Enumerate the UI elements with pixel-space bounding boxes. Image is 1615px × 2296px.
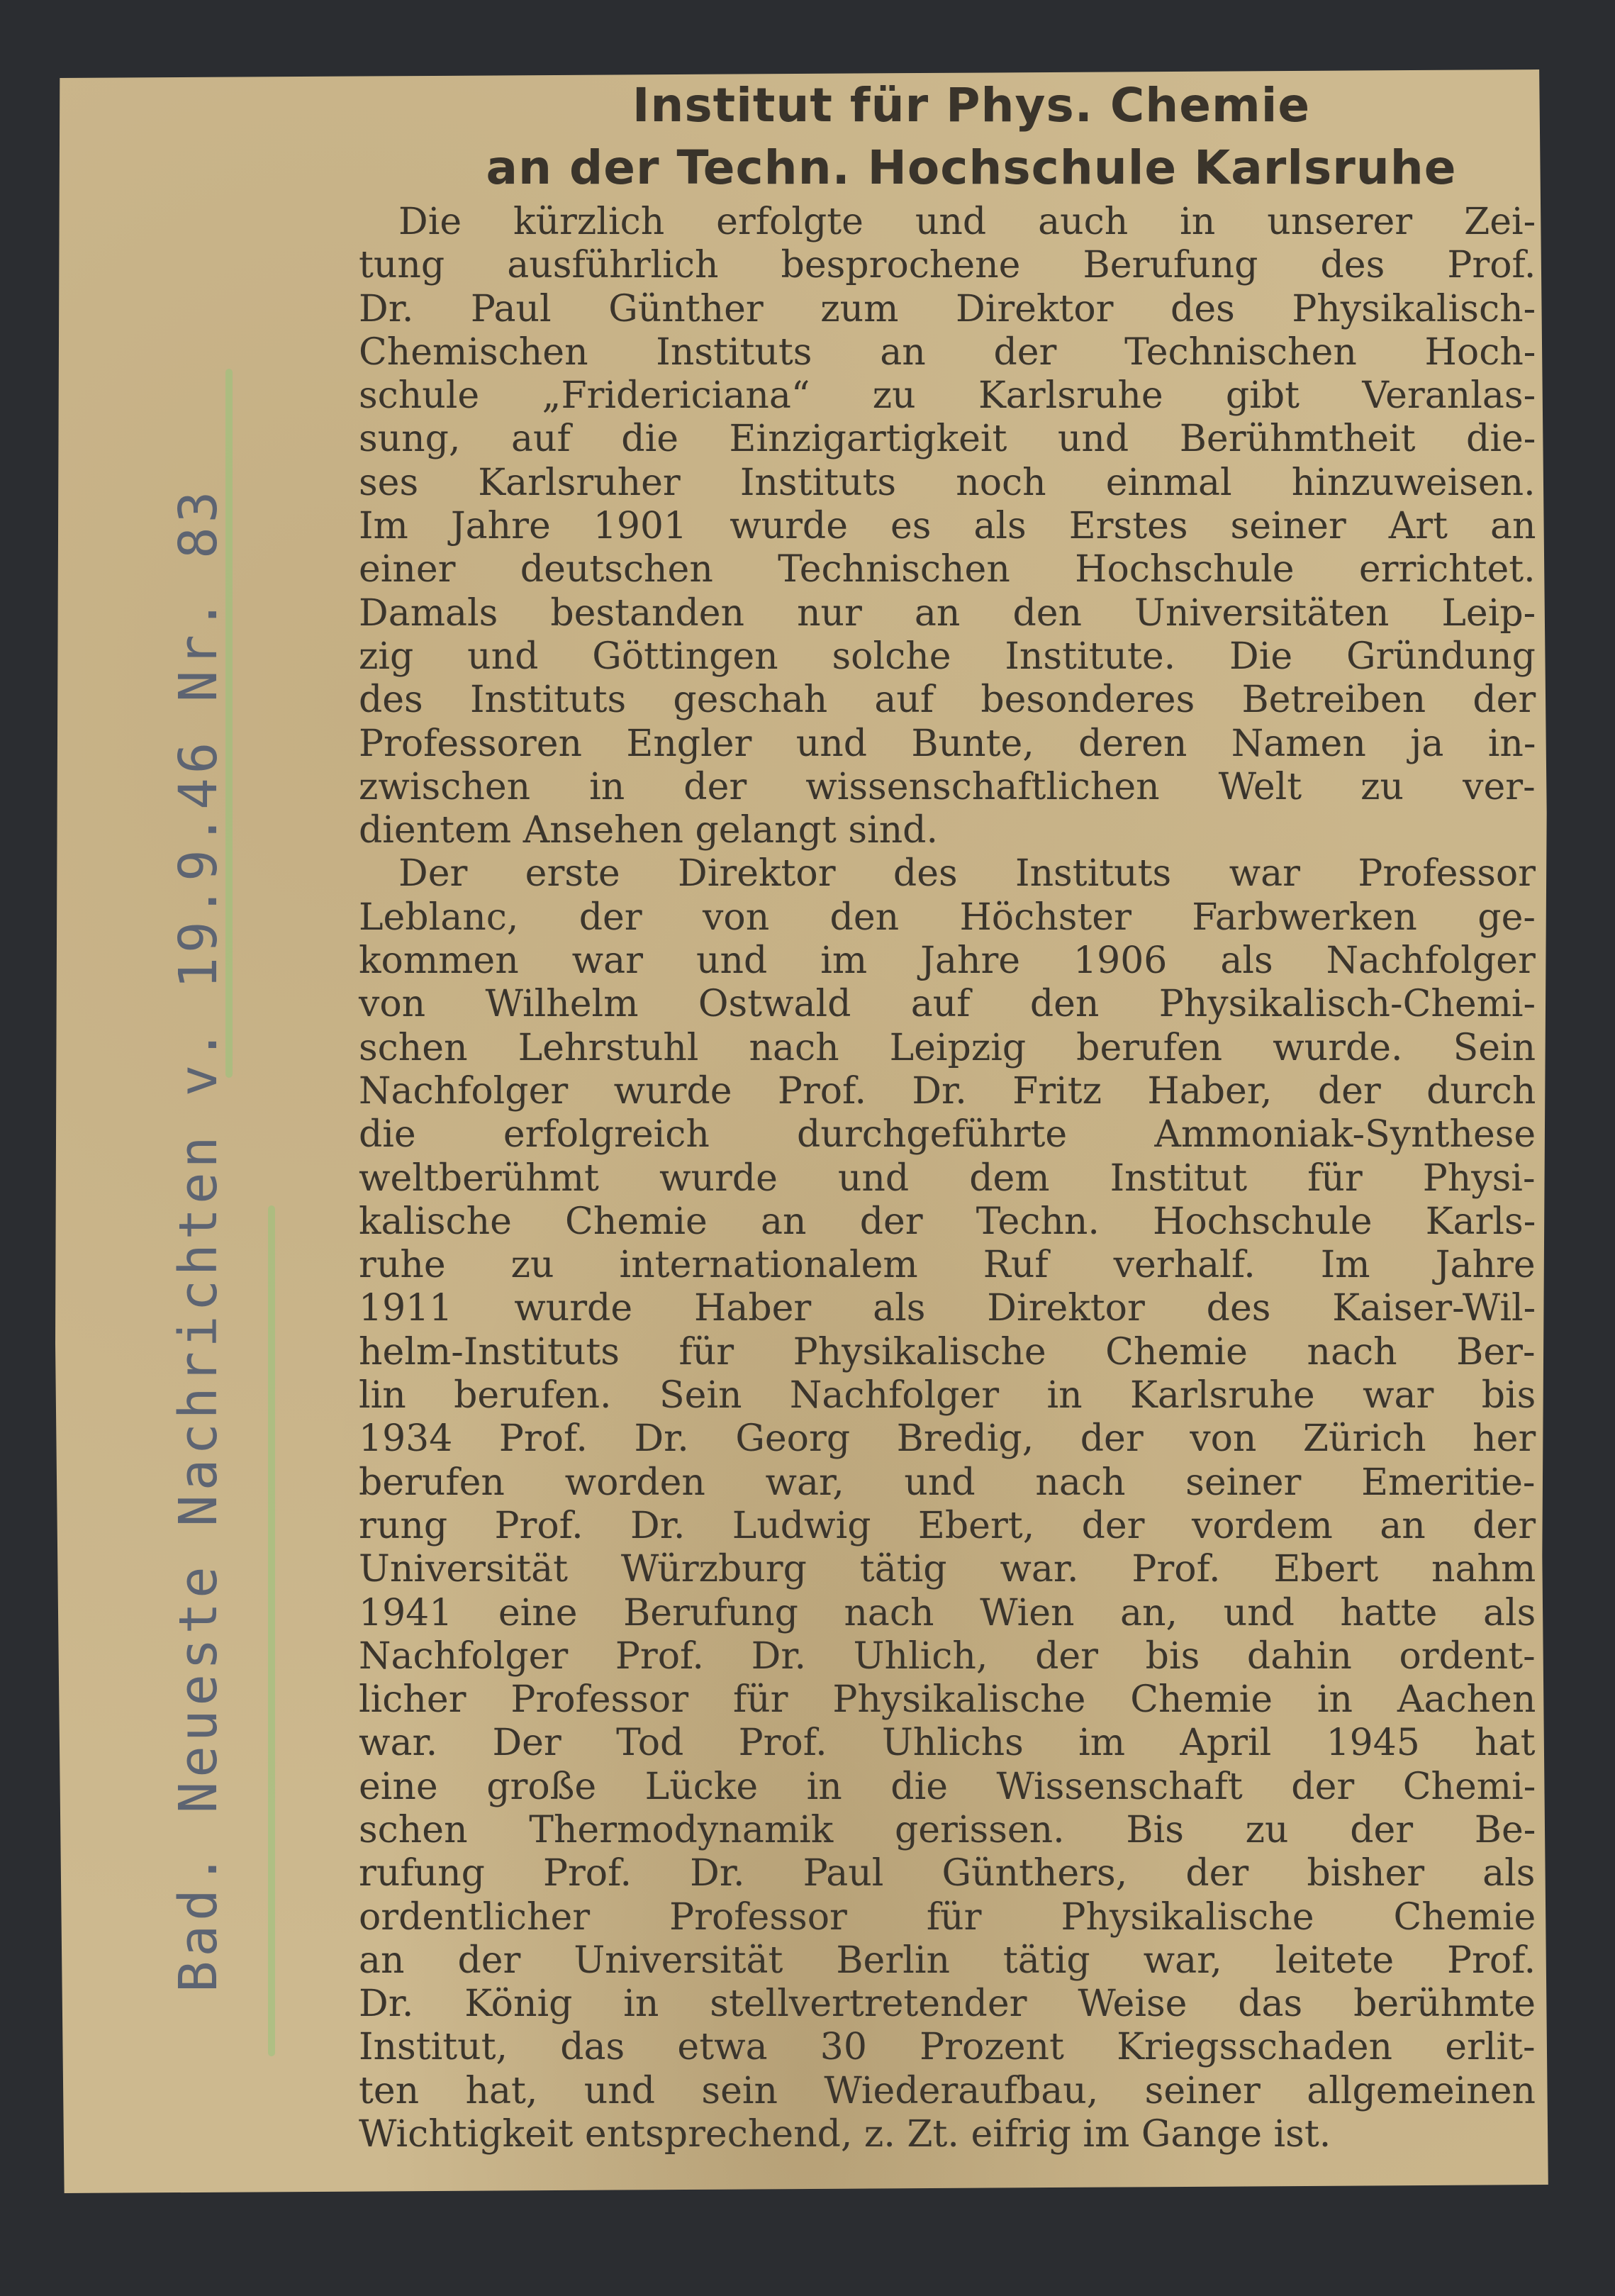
article-line: tung ausführlich besprochene Berufung des Prof. <box>359 244 1536 287</box>
article-line: Dr. König in stellvertretender Weise das berühmte <box>359 1983 1536 2026</box>
article-line: Leblanc, der von den Höchster Farbwerken ge- <box>359 896 1536 939</box>
article-line: zig und Göttingen solche Institute. Die Gründung <box>359 635 1536 678</box>
article-line: licher Professor für Physikalische Chemie in Aachen <box>359 1678 1536 1722</box>
article-line: kalische Chemie an der Techn. Hochschule Karls- <box>359 1200 1536 1243</box>
article-line: war. Der Tod Prof. Uhlichs im April 1945 hat <box>359 1722 1536 1765</box>
article-line: ordentlicher Professor für Physikalische Chemie <box>359 1895 1536 1939</box>
article-line: Professoren Engler und Bunte, deren Namen ja in- <box>359 722 1536 765</box>
article-line: Der erste Direktor des Instituts war Professor <box>398 852 1536 896</box>
article-line: Im Jahre 1901 wurde es als Erstes seiner Art an <box>359 505 1536 548</box>
article-line: ruhe zu internationalem Ruf verhalf. Im Jahre <box>359 1244 1536 1287</box>
article-line: sung, auf die Einzigartigkeit und Berühmtheit die- <box>359 418 1536 461</box>
article-line: ses Karlsruher Instituts noch einmal hinzuweisen. <box>359 461 1536 504</box>
article-line: Nachfolger Prof. Dr. Uhlich, der bis dahin ordent- <box>359 1634 1536 1678</box>
headline-line-1: Institut für Phys. Chemie <box>632 78 1311 133</box>
article-line: an der Universität Berlin tätig war, leitete Prof. <box>359 1939 1536 1982</box>
article-line: 1934 Prof. Dr. Georg Bredig, der von Zürich her <box>359 1417 1536 1461</box>
headline-line-2: an der Techn. Hochschule Karlsruhe <box>486 140 1457 195</box>
article-line: die erfolgreich durchgeführte Ammoniak-Synthese <box>359 1113 1536 1157</box>
article-line: kommen war und im Jahre 1906 als Nachfolger <box>359 940 1536 983</box>
article-line: rufung Prof. Dr. Paul Günthers, der bisher als <box>359 1852 1536 1895</box>
article-line: Die kürzlich erfolgte und auch in unserer Zei- <box>398 201 1536 243</box>
article-line: des Instituts geschah auf besonderes Betreiben der <box>359 679 1536 722</box>
source-stamp: Bad. Neueste Nachrichten v. 19.9.46 Nr. 83 <box>168 486 229 1993</box>
article-line: Chemischen Instituts an der Technischen Hoch- <box>359 330 1536 374</box>
article-line: berufen worden war, und nach seiner Emeritie- <box>359 1461 1536 1504</box>
article-line: von Wilhelm Ostwald auf den Physikalisch-Chemi- <box>359 983 1536 1026</box>
article-line: lin berufen. Sein Nachfolger in Karlsruhe war bis <box>359 1374 1536 1417</box>
article-line: ten hat, und sein Wiederaufbau, seiner allgemeinen <box>359 2069 1536 2112</box>
green-pencil-mark <box>268 1205 275 2056</box>
article-line: 1911 wurde Haber als Direktor des Kaiser-Wil- <box>359 1287 1536 1330</box>
article-line: helm-Instituts für Physikalische Chemie nach Ber- <box>359 1330 1536 1373</box>
article-line: dientem Ansehen gelangt sind. <box>359 809 938 852</box>
article-line: einer deutschen Technischen Hochschule errichtet. <box>359 548 1536 591</box>
article-line: eine große Lücke in die Wissenschaft der Chemi- <box>359 1765 1536 1808</box>
article-line: zwischen in der wissenschaftlichen Welt zu ver- <box>359 765 1536 808</box>
article-line: 1941 eine Berufung nach Wien an, und hatte als <box>359 1591 1536 1634</box>
article-body <box>359 201 1536 2156</box>
article-line: Wichtigkeit entsprechend, z. Zt. eifrig im Gange ist. <box>359 2113 1331 2156</box>
article-line: Nachfolger wurde Prof. Dr. Fritz Haber, der durch <box>359 1069 1536 1113</box>
article-line: Institut, das etwa 30 Prozent Kriegsschaden erlit- <box>359 2026 1536 2069</box>
article-line: schule „Fridericiana“ zu Karlsruhe gibt Veranlas- <box>359 374 1536 418</box>
article-line: Dr. Paul Günther zum Direktor des Physikalisch- <box>359 287 1536 330</box>
article-line: Damals bestanden nur an den Universitäten Leip- <box>359 591 1536 635</box>
article-line: rung Prof. Dr. Ludwig Ebert, der vordem an der <box>359 1504 1536 1547</box>
article-line: Universität Würzburg tätig war. Prof. Ebert nahm <box>359 1548 1536 1591</box>
article-line: schen Lehrstuhl nach Leipzig berufen wurde. Sein <box>359 1026 1536 1069</box>
article-line: schen Thermodynamik gerissen. Bis zu der Be- <box>359 1808 1536 1851</box>
article-line: weltberühmt wurde und dem Institut für Physi- <box>359 1157 1536 1200</box>
